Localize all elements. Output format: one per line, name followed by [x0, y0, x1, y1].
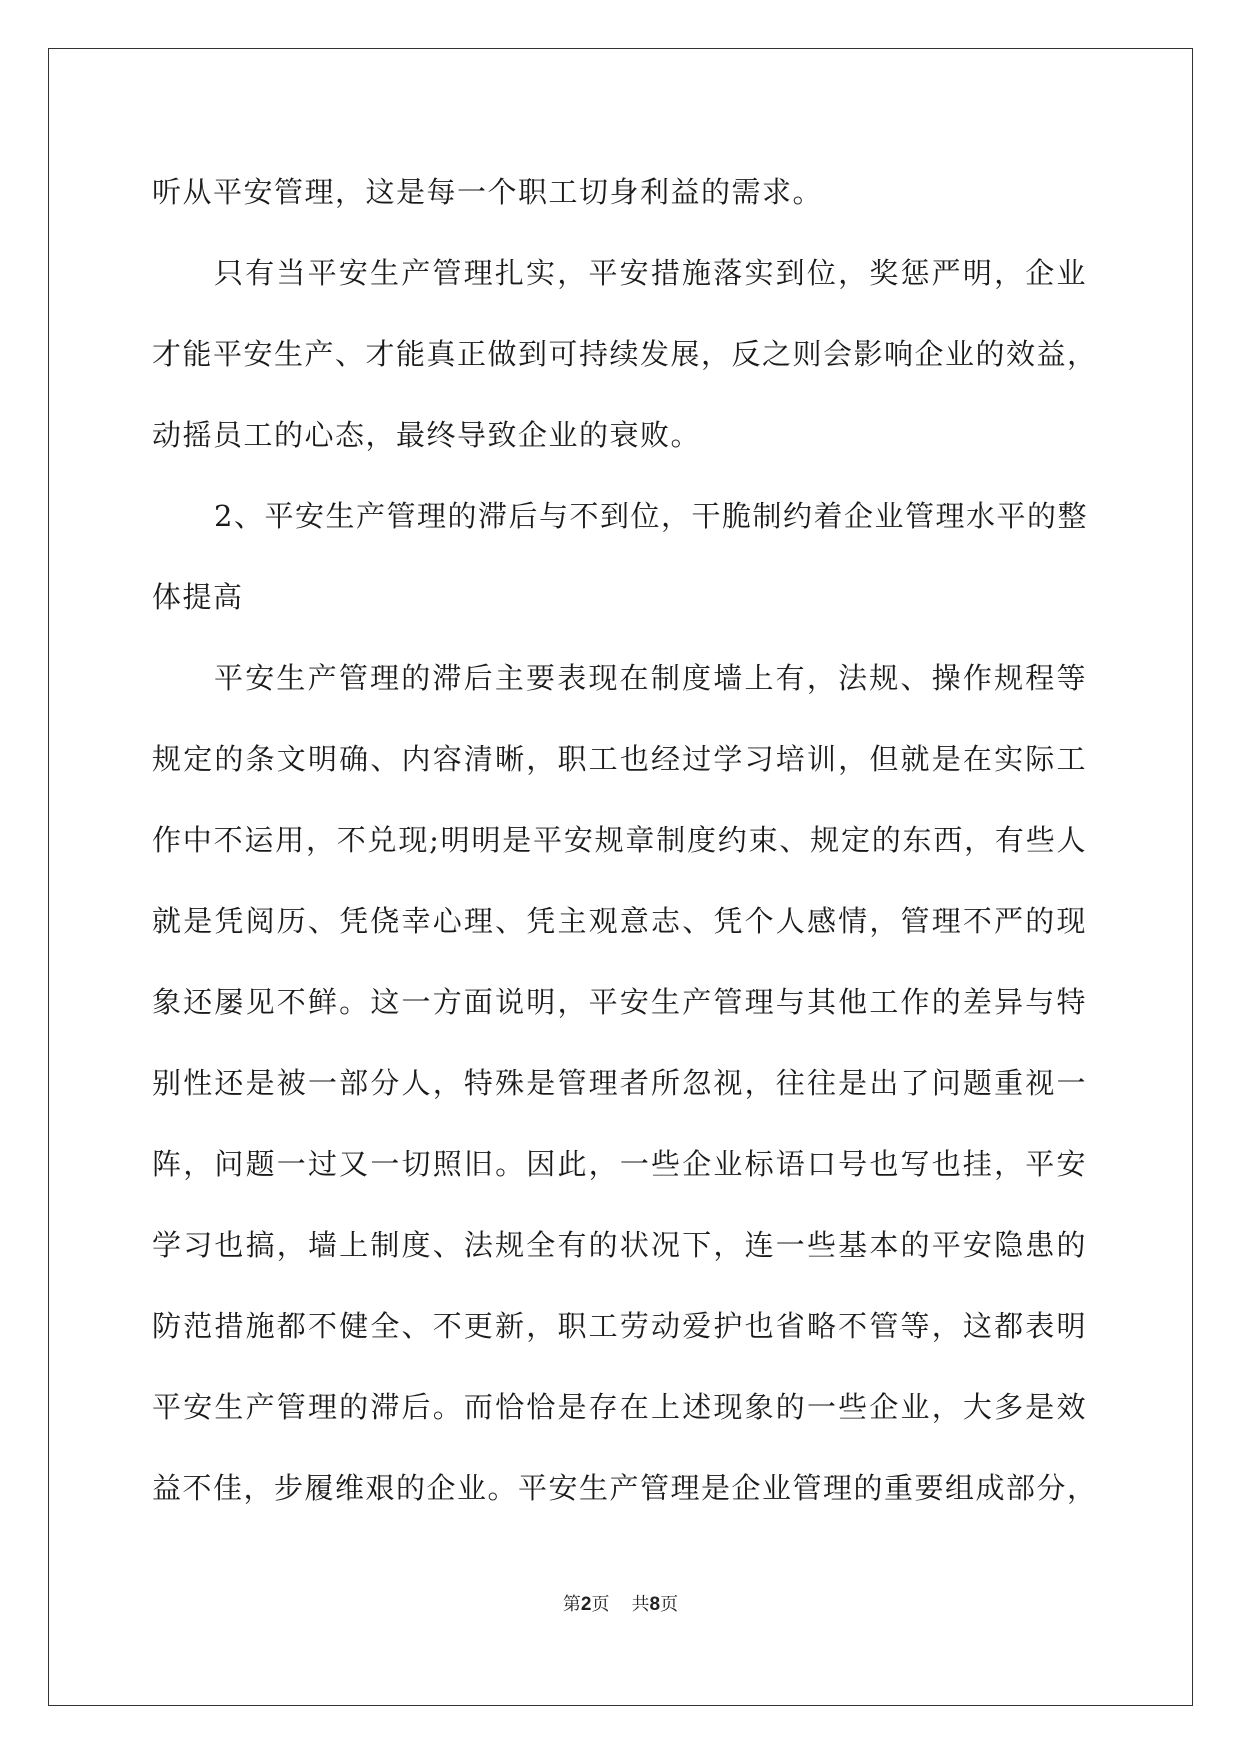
text-line: 体提高 [152, 580, 244, 614]
text-line: 才能平安生产、才能真正做到可持续发展，反之则会影响企业的效益， [152, 337, 1098, 371]
footer-total-suffix: 页 [660, 1594, 679, 1615]
footer-page-suffix: 页 [591, 1594, 610, 1615]
total-pages: 8 [649, 1594, 661, 1615]
text-line: 益不佳，步履维艰的企业。平安生产管理是企业管理的重要组成部分， [152, 1471, 1098, 1505]
text-line: 2、平安生产管理的滞后与不到位，干脆制约着企业管理水平的整 [214, 499, 1088, 533]
text-line: 象还屡见不鲜。这一方面说明，平安生产管理与其他工作的差异与特 [152, 985, 1087, 1019]
footer-total-prefix: 共 [631, 1594, 650, 1615]
text-line: 作中不运用，不兑现;明明是平安规章制度约束、规定的东西，有些人 [152, 823, 1087, 857]
text-line: 规定的条文明确、内容清晰，职工也经过学习培训，但就是在实际工 [152, 742, 1087, 776]
text-line: 别性还是被一部分人，特殊是管理者所忽视，往往是出了问题重视一 [152, 1066, 1087, 1100]
text-line: 平安生产管理的滞后主要表现在制度墙上有，法规、操作规程等 [214, 661, 1087, 695]
text-line: 动摇员工的心态，最终导致企业的衰败。 [152, 418, 702, 452]
text-line: 只有当平安生产管理扎实，平安措施落实到位，奖惩严明，企业 [214, 256, 1087, 290]
page-footer [0, 1590, 1241, 1616]
text-line: 防范措施都不健全、不更新，职工劳动爱护也省略不管等，这都表明 [152, 1309, 1087, 1343]
text-line: 学习也搞，墙上制度、法规全有的状况下，连一些基本的平安隐患的 [152, 1228, 1087, 1262]
text-line: 听从平安管理，这是每一个职工切身利益的需求。 [152, 175, 824, 209]
footer-prefix: 第 [562, 1594, 581, 1615]
text-line: 就是凭阅历、凭侥幸心理、凭主观意志、凭个人感情，管理不严的现 [152, 904, 1087, 938]
text-line: 平安生产管理的滞后。而恰恰是存在上述现象的一些企业，大多是效 [152, 1390, 1087, 1424]
document-body [152, 152, 1098, 1529]
page-number: 2 [580, 1594, 592, 1615]
text-line: 阵，问题一过又一切照旧。因此，一些企业标语口号也写也挂，平安 [152, 1147, 1087, 1181]
